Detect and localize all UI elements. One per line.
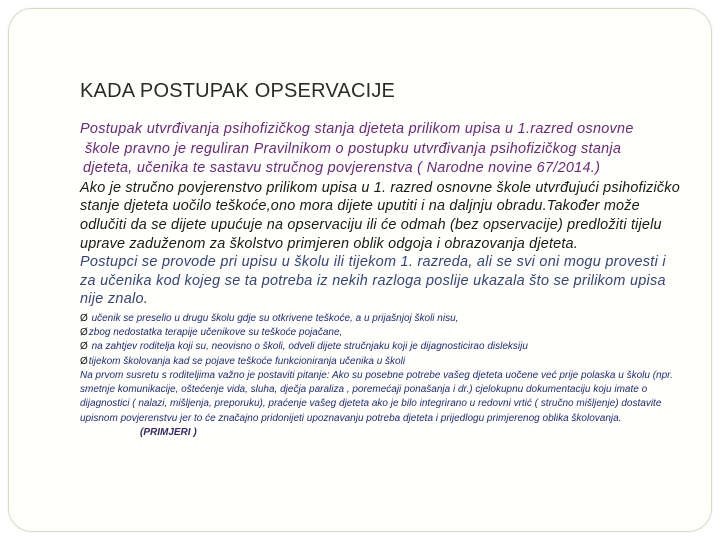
intro-paragraph xyxy=(80,120,680,179)
intro-line-3: djeteta, učenika te sastavu stručnog povjerenstva ( Narodne novine 67/2014.) xyxy=(83,160,601,177)
list-item: Ø učenik se preselio u drugu školu gdje su otkrivene teškoće, a u prijašnjoj školi nisu, xyxy=(80,312,459,324)
list-item: Ø na zahtjev roditelja koji su, neovisno o školi, odveli dijete stručnjaku koji je dijagnosticirao disleksiju xyxy=(80,341,528,353)
slide-body xyxy=(80,120,680,440)
procedure-paragraph: Postupci se provode pri upisu u školu ili tijekom 1. razreda, ali se svi oni mogu provesti i za učenika kod kojeg se ta potreba iz nekih razloga poslije ukazala što se prilikom upisa nije znalo. xyxy=(80,254,666,308)
intro-line-2: škole pravno je reguliran Pravilnikom o postupku utvrđivanja psihofizičkog stanja xyxy=(85,140,622,157)
slide-title: KADA POSTUPAK OPSERVACIJE xyxy=(80,80,396,102)
parents-question-paragraph xyxy=(80,369,680,440)
list-item: Øzbog nedostatka terapije učenikove su teškoće pojačane, xyxy=(80,327,343,339)
arrow-bullet-icon: Ø xyxy=(80,341,88,353)
arrow-bullet-icon: Ø xyxy=(80,327,88,339)
arrow-bullet-icon: Ø xyxy=(80,355,88,367)
list-item: Øtijekom školovanja kad se pojave teškoće funkcioniranja učenika u školi xyxy=(80,355,406,367)
examples-tag: (PRIMJERI ) xyxy=(140,426,197,438)
commission-paragraph: Ako je stručno povjerenstvo prilikom upisa u 1. razred osnovne škole utvrđujući psihofizičko stanje djeteta uočilo teškoće,ono mora dijete uputiti i na daljnju obradu.Također može odlučiti da se dijete upućuje na opservaciju ili će odmah (bez opservacije) predložiti tijelu uprave zaduženom za školstvo primjeren oblik odgoja i obrazovanja djeteta. xyxy=(80,179,680,252)
intro-line-1: Postupak utvrđivanja psihofizičkog stanja djeteta prilikom upisa u 1.razred osnovne xyxy=(80,121,634,137)
arrow-bullet-icon: Ø xyxy=(80,312,88,324)
parents-question-text: Na prvom susretu s roditeljima važno je postaviti pitanje: Ako su posebne potrebe vašeg djeteta uočene već prije polaska u školu (npr. smetnje komunikacije, oštećenje vida, sluha, dječja paraliza , poremećaji ponašanja i dr.) cjelokupnu dokumentaciju koju imate o dijagnostici ( nalazi, mišljenja, preporuku), praćenje vašeg djeteta ako je bilo integrirano u redovni vrtić ( stručno mišljenje) dostavite upisnom povjerenstvu jer to će značajno pridonijeti upoznavanju potreba djeteta i prijedlogu primjerenog oblika školovanja. xyxy=(80,369,673,424)
reasons-list xyxy=(80,312,680,369)
